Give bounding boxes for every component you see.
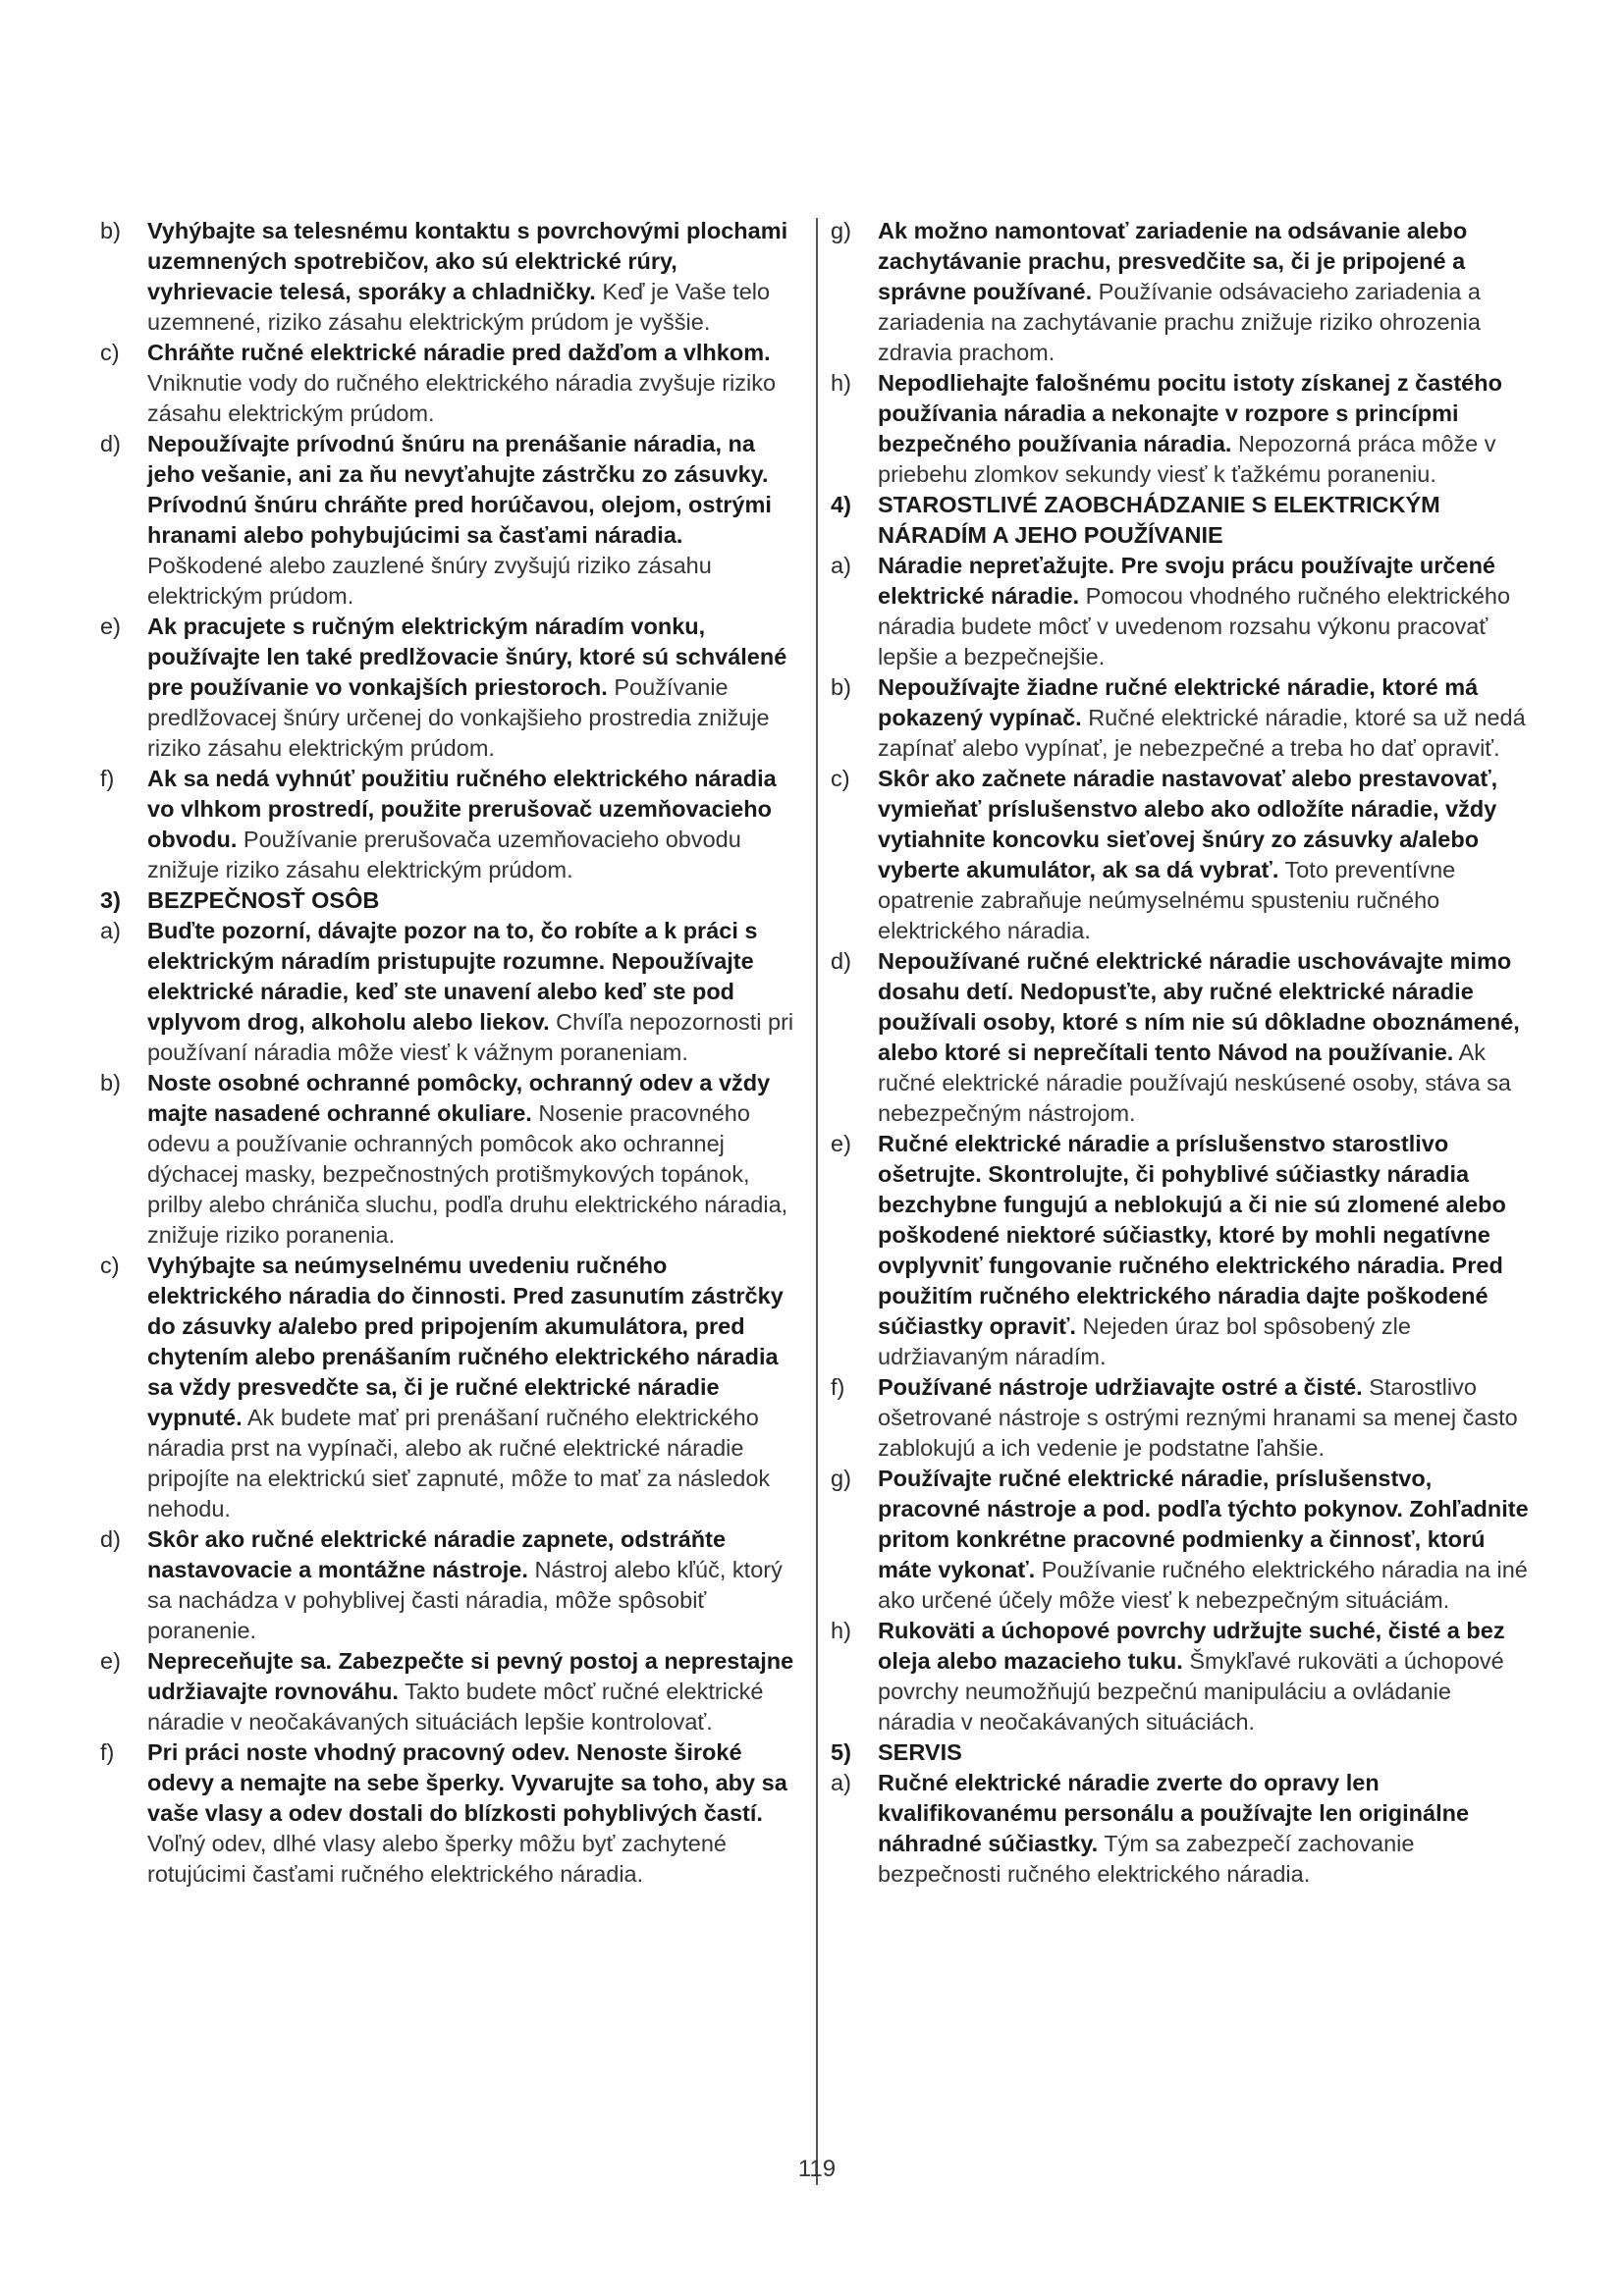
list-item (100, 764, 799, 885)
item-explanation: Ak ručné elektrické náradie používajú neskúsené osoby, stáva sa nebezpečným nástrojom. (878, 1040, 1511, 1126)
item-explanation: Pomocou vhodného ručného elektrického náradia budete môcť v uvedenom rozsahu výkonu pracovať lepšie a bezpečnejšie. (878, 583, 1511, 669)
item-explanation: Ak budete mať pri prenášaní ručného elektrického náradia prst na vypínači, alebo ak ručné elektrické náradie pripojíte na elektrickú sieť zapnuté, môže to mať za následok nehodu. (147, 1405, 771, 1522)
item-explanation: Používanie predlžovacej šnúry určenej do vonkajšieho prostredia znižuje riziko zásahu elektrickým prúdom. (147, 674, 770, 761)
list-item (100, 1737, 799, 1890)
right-column (831, 216, 1530, 1890)
item-label: d) (831, 948, 851, 974)
item-instruction: Ak pracujete s ručným elektrickým náradím vonku, používajte len také predlžovacie šnúry, ktoré sú schválené pre používanie vo vonkajších priestoroch. (147, 614, 787, 700)
list-item (100, 1251, 799, 1524)
item-explanation: Starostlivo ošetrované nástroje s ostrými reznými hranami sa menej často zablokujú a ich vedenie je podstatne ľahšie. (878, 1374, 1518, 1461)
item-explanation: Vniknutie vody do ručného elektrického náradia zvyšuje riziko zásahu elektrickým prúdom. (147, 370, 777, 426)
item-instruction: Ak možno namontovať zariadenie na odsávanie alebo zachytávanie prachu, presvedčite sa, či je pripojené a správne používané. (878, 218, 1468, 304)
item-label: a) (831, 553, 851, 578)
list-item (831, 1464, 1530, 1616)
item-label: g) (831, 1466, 851, 1491)
item-explanation: Poškodené alebo zauzlené šnúry zvyšujú riziko zásahu elektrickým prúdom. (147, 553, 712, 609)
list-item (831, 672, 1530, 764)
item-label: b) (100, 1070, 121, 1095)
item-instruction: Vyhýbajte sa neúmyselnému uvedeniu ručného elektrického náradia do činnosti. Pred zasunutím zástrčky do zásuvky a/alebo pred pripojením akumulátora, pred chytením alebo prenášaním ručného elektrického náradia sa vždy presvedčte sa, či je ručné elektrické náradie vypnuté. (147, 1253, 784, 1430)
item-instruction: Rukoväti a úchopové povrchy udržujte suché, čisté a bez oleja alebo mazacieho tuku. (878, 1618, 1505, 1674)
item-label: d) (100, 1526, 121, 1552)
item-instruction: Ak sa nedá vyhnúť použitiu ručného elektrického náradia vo vlhkom prostredí, použite prerušovač uzemňovacieho obvodu. (147, 766, 777, 852)
item-explanation: Voľný odev, dlhé vlasy alebo šperky môžu byť zachytené rotujúcimi časťami ručného elektrického náradia. (147, 1831, 728, 1887)
item-explanation: Nástroj alebo kľúč, ktorý sa nachádza v pohyblivej časti náradia, môže spôsobiť poranenie. (147, 1557, 783, 1643)
item-label: h) (831, 1618, 851, 1643)
item-explanation: Nosenie pracovného odevu a používanie ochranných pomôcok ako ochrannej dýchacej masky, bezpečnostných protišmykových topánok, prilby alebo chrániča sluchu, podľa druhu elektrického náradia, znižuje riziko poranenia. (147, 1100, 788, 1248)
list-item (100, 1524, 799, 1646)
item-label: e) (100, 1648, 121, 1674)
item-label: b) (831, 674, 851, 700)
item-label: f) (831, 1374, 845, 1400)
section-number: 3) (100, 887, 121, 913)
item-label: b) (100, 218, 121, 243)
item-instruction: Náradie nepreťažujte. Pre svoju prácu používajte určené elektrické náradie. (878, 553, 1495, 609)
item-label: a) (831, 1770, 851, 1795)
section-title: SERVIS (878, 1739, 962, 1765)
item-instruction: Používajte ručné elektrické náradie, príslušenstvo, pracovné nástroje a pod. podľa týchto pokynov. Zohľadnite pritom konkrétne pracovné podmienky a činnosť, ktorú máte vykonať. (878, 1466, 1529, 1582)
item-explanation: Keď je Vaše telo uzemnené, riziko zásahu elektrickým prúdom je vyššie. (147, 279, 771, 335)
item-instruction: Skôr ako začnete náradie nastavovať alebo prestavovať, vymieňať príslušenstvo alebo ako odložíte náradie, vždy vytiahnite koncovku sieťovej šnúry zo zásuvky a/alebo vyberte akumulátor, ak sa dá vybrať. (878, 766, 1498, 882)
left-column (100, 216, 799, 1890)
list-item (831, 368, 1530, 490)
list-item (100, 1646, 799, 1737)
item-label: f) (100, 1739, 115, 1765)
item-label: g) (831, 218, 851, 243)
item-instruction: Nepreceňujte sa. Zabezpečte si pevný postoj a neprestajne udržiavajte rovnováhu. (147, 1648, 794, 1704)
list-item (100, 429, 799, 612)
list-item (831, 1616, 1530, 1737)
column-divider (816, 218, 818, 2185)
item-label: d) (100, 431, 121, 456)
item-instruction: Nepoužívajte prívodnú šnúru na prenášanie náradia, na jeho vešanie, ani za ňu nevyťahujte zástrčku zo zásuvky. Prívodnú šnúru chráňte pred horúčavou, olejom, ostrými hranami alebo pohybujúcimi sa časťami náradia. (147, 431, 772, 548)
list-item (831, 1768, 1530, 1890)
list-item (831, 1129, 1530, 1372)
item-instruction: Skôr ako ručné elektrické náradie zapnete, odstráňte nastavovacie a montážne nástroje. (147, 1526, 727, 1582)
item-explanation: Používanie ručného elektrického náradia na iné ako určené účely môže viesť k nebezpečným situáciám. (878, 1557, 1528, 1613)
item-label: a) (100, 918, 121, 943)
list-item (831, 216, 1530, 368)
item-label: c) (100, 340, 120, 365)
item-instruction: Pri práci noste vhodný pracovný odev. Nenoste široké odevy a nemajte na sebe šperky. Vyvarujte sa toho, aby sa vaše vlasy a odev dostali do blízkosti pohyblivých častí. (147, 1739, 787, 1826)
list-item (100, 216, 799, 338)
item-instruction: Nepoužívajte žiadne ručné elektrické náradie, ktoré má pokazený vypínač. (878, 674, 1479, 730)
item-instruction: Buďte pozorní, dávajte pozor na to, čo robíte a k práci s elektrickým náradím pristupujte rozumne. Nepoužívajte elektrické náradie, keď ste unavení alebo keď ste pod vplyvom drog, alkoholu alebo liekov. (147, 918, 758, 1035)
item-explanation: Ručné elektrické náradie, ktoré sa už nedá zapínať alebo vypínať, je nebezpečné a treba ho dať opraviť. (878, 705, 1526, 761)
item-label: h) (831, 370, 851, 396)
section-heading (831, 490, 1530, 551)
item-label: c) (100, 1253, 120, 1278)
section-title: BEZPEČNOSŤ OSÔB (147, 887, 380, 913)
item-instruction: Používané nástroje udržiavajte ostré a čisté. (878, 1374, 1363, 1400)
section-heading (100, 885, 799, 916)
item-label: e) (100, 614, 121, 639)
item-instruction: Ručné elektrické náradie zverte do opravy len kvalifikovanému personálu a používajte len originálne náhradné súčiastky. (878, 1770, 1470, 1856)
list-item (100, 338, 799, 429)
item-explanation: Takto budete môcť ručné elektrické náradie v neočakávaných situáciách lepšie kontrolovať. (147, 1679, 764, 1735)
section-heading (831, 1737, 1530, 1768)
list-item (831, 764, 1530, 946)
item-explanation: Toto preventívne opatrenie zabraňuje neúmyselnému spusteniu ručného elektrického náradia. (878, 857, 1456, 943)
item-explanation: Tým sa zabezpečí zachovanie bezpečnosti ručného elektrického náradia. (878, 1831, 1415, 1887)
item-label: e) (831, 1131, 851, 1156)
section-number: 4) (831, 492, 851, 517)
item-explanation: Používanie odsávacieho zariadenia a zariadenia na zachytávanie prachu znižuje riziko ohrozenia zdravia prachom. (878, 279, 1481, 365)
item-instruction: Ručné elektrické náradie a príslušenstvo starostlivo ošetrujte. Skontrolujte, či pohyblivé súčiastky náradia bezchybne fungujú a neblokujú a či nie sú zlomené alebo poškodené niektoré súčiastky, ktoré by mohli negatívne ovplyvniť fungovanie ručného elektrického náradia. Pred použitím ručného elektrického náradia dajte poškodené súčiastky opraviť. (878, 1131, 1506, 1339)
section-title: STAROSTLIVÉ ZAOBCHÁDZANIE S ELEKTRICKÝM NÁRADÍM A JEHO POUŽÍVANIE (878, 492, 1440, 548)
item-label: f) (100, 766, 115, 791)
item-explanation: Šmykľavé rukoväti a úchopové povrchy neumožňujú bezpečnú manipuláciu a ovládanie náradia v neočakávaných situáciách. (878, 1648, 1504, 1735)
list-item (831, 1372, 1530, 1464)
list-item (100, 612, 799, 764)
list-item (831, 551, 1530, 672)
item-label: c) (831, 766, 850, 791)
item-instruction: Nepoužívané ručné elektrické náradie uschovávajte mimo dosahu detí. Nedopusťte, aby ručné elektrické náradie používali osoby, ktoré s ním nie sú dôkladne oboznámené, alebo ktoré si neprečítali tento Návod na používanie. (878, 948, 1520, 1065)
item-explanation: Používanie prerušovača uzemňovacieho obvodu znižuje riziko zásahu elektrickým prúdom. (147, 827, 741, 882)
item-instruction: Vyhýbajte sa telesnému kontaktu s povrchovými plochami uzemnených spotrebičov, ako sú elektrické rúry, vyhrievacie telesá, sporáky a chladničky. (147, 218, 788, 304)
list-item (831, 946, 1530, 1129)
item-explanation: Chvíľa nepozornosti pri používaní náradia môže viesť k vážnym poraneniam. (147, 1009, 794, 1065)
item-explanation: Nejeden úraz bol spôsobený zle udržiavaným náradím. (878, 1313, 1411, 1369)
item-instruction: Chráňte ručné elektrické náradie pred dažďom a vlhkom. (147, 340, 771, 365)
item-explanation: Nepozorná práca môže v priebehu zlomkov sekundy viesť k ťažkému poraneniu. (878, 431, 1496, 487)
list-item (100, 916, 799, 1068)
list-item (100, 1068, 799, 1251)
item-instruction: Noste osobné ochranné pomôcky, ochranný odev a vždy majte nasadené ochranné okuliare. (147, 1070, 771, 1126)
item-instruction: Nepodliehajte falošnému pocitu istoty získanej z častého používania náradia a nekonajte v rozpore s princípmi bezpečného používania náradia. (878, 370, 1502, 456)
page-number: 119 (797, 2156, 837, 2182)
section-number: 5) (831, 1739, 851, 1765)
